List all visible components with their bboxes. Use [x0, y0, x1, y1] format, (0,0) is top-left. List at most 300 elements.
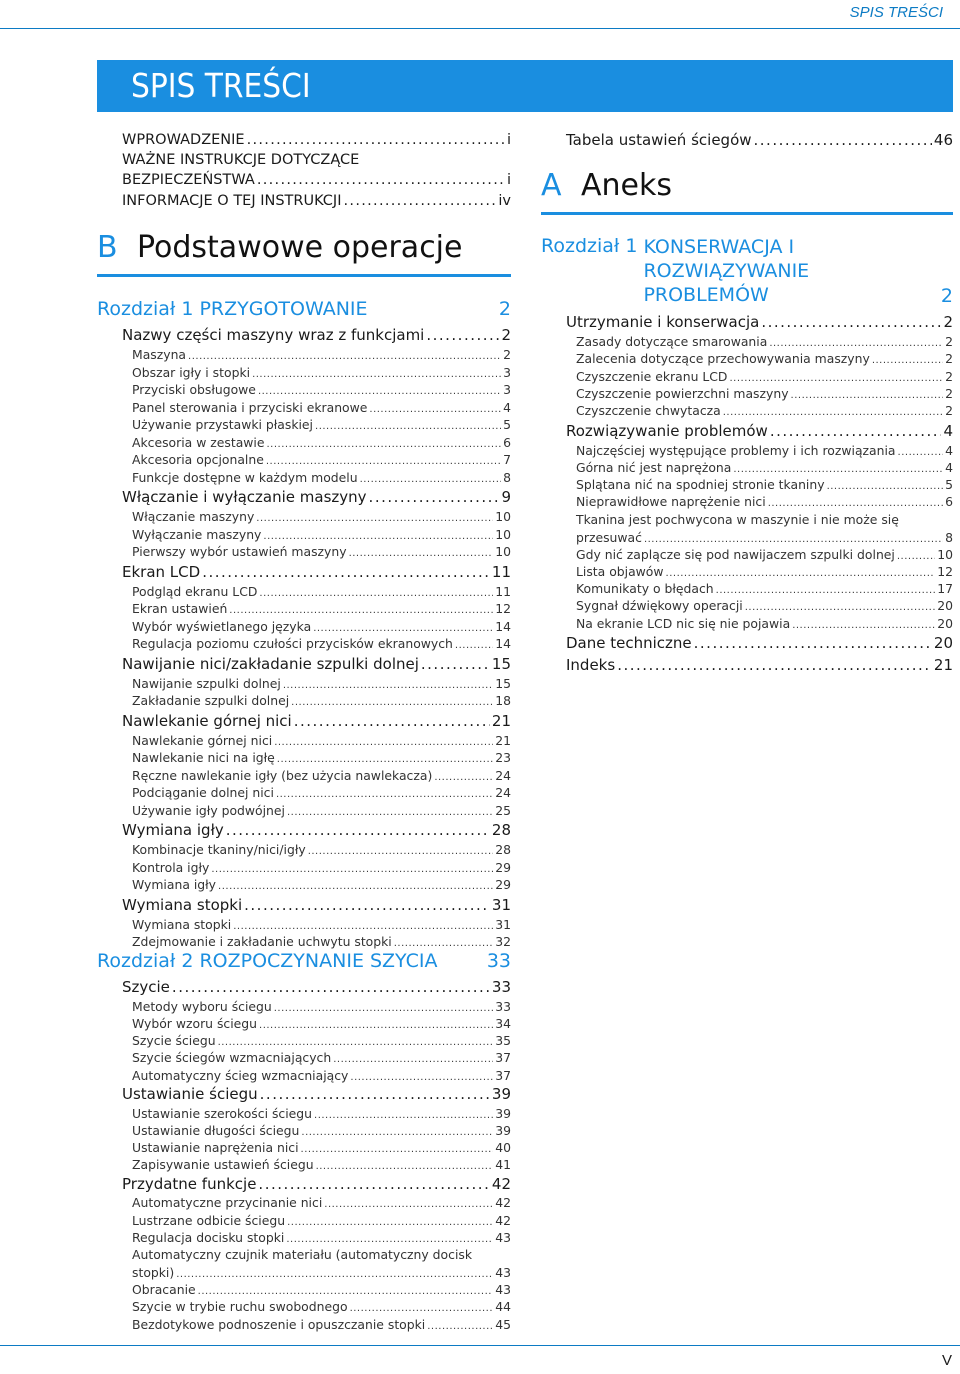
toc-dot-leader	[792, 620, 935, 631]
toc-section[interactable]	[122, 978, 511, 996]
toc-dot-leader	[360, 474, 502, 485]
toc-dot-leader	[350, 1072, 493, 1083]
toc-entry-page: i	[506, 172, 511, 188]
toc-entry-page: 40	[495, 1140, 511, 1156]
toc-subsection[interactable]	[132, 365, 511, 380]
toc-entry-label: Najczęściej występujące problemy i ich rozwiązania	[576, 442, 896, 458]
toc-dot-leader	[277, 754, 493, 765]
toc-entry-label: Zakładanie szpulki dolnej	[132, 693, 290, 708]
toc-entry-label: Podciąganie dolnej nici	[132, 785, 274, 800]
toc-subsection[interactable]	[132, 676, 511, 691]
toc-section[interactable]	[566, 634, 953, 652]
toc-entry-label: Obszar igły i stopki	[132, 364, 251, 380]
toc-entry-label: Zalecenia dotyczące przechowywania maszyny	[576, 351, 870, 367]
toc-dot-leader	[258, 386, 501, 397]
toc-entry-label: przesuwać	[576, 529, 642, 545]
toc-subsection[interactable]	[132, 934, 511, 949]
toc-entry-label: Utrzymanie i konserwacja	[566, 313, 760, 331]
toc-entry-page: 39	[491, 1085, 511, 1103]
toc-dot-leader	[247, 132, 505, 148]
toc-entry-label: Regulacja poziomu czułości przycisków ekranowych	[132, 636, 453, 651]
toc-entry-page: 4	[943, 421, 953, 440]
toc-dot-leader	[258, 1175, 489, 1193]
chapter-prefix: Rozdział 2	[97, 950, 194, 972]
toc-dot-leader	[229, 605, 493, 616]
toc-entry-page: iv	[498, 193, 511, 209]
chapter-title: PRZYGOTOWANIE	[199, 298, 368, 320]
toc-entry-label: Komunikaty o błędach	[576, 581, 714, 597]
toc-entry-page: 5	[945, 477, 953, 493]
toc-entry-page: 33	[495, 998, 511, 1014]
toc-dot-leader	[369, 404, 501, 415]
toc-subsection[interactable]	[132, 619, 511, 634]
toc-entry-label-line: Automatyczny czujnik materiału (automatyczny docisk	[132, 1247, 473, 1263]
toc-dot-leader	[313, 623, 493, 634]
header-rule	[0, 28, 960, 29]
toc-dot-leader	[421, 655, 490, 673]
toc-section[interactable]	[122, 488, 511, 506]
toc-subsection[interactable]	[576, 460, 953, 475]
running-header: SPIS TREŚCI	[849, 4, 943, 21]
toc-entry-page: 42	[495, 1195, 511, 1211]
toc-dot-leader	[263, 531, 493, 542]
toc-subsection[interactable]	[576, 351, 953, 366]
toc-subsection[interactable]	[576, 443, 953, 458]
toc-subsection[interactable]	[132, 1299, 511, 1314]
toc-entry-page: 4	[945, 442, 953, 458]
toc-dot-leader	[286, 1234, 493, 1245]
toc-section[interactable]	[122, 563, 511, 581]
toc-entry-page: 3	[503, 382, 511, 397]
toc-subsection[interactable]	[132, 785, 511, 800]
toc-entry-label: Używanie igły podwójnej	[132, 802, 285, 818]
toc-subsection[interactable]	[132, 584, 511, 599]
toc-subsection[interactable]	[132, 509, 511, 524]
toc-entry-label: Sygnał dźwiękowy operacji	[576, 598, 743, 614]
chapter-heading[interactable]	[541, 235, 953, 307]
toc-entry-page: 2	[945, 368, 953, 384]
toc-entry-label: Maszyna	[132, 347, 187, 362]
toc-dot-leader	[244, 896, 490, 914]
toc-subsection[interactable]	[132, 1230, 511, 1245]
toc-entry-page: 4	[945, 459, 953, 475]
toc-entry-page: 21	[933, 656, 953, 674]
title-banner	[97, 60, 953, 112]
toc-entry-label: Ręczne nawlekanie igły (bez użycia nawlekacza)	[132, 767, 433, 783]
toc-dot-leader	[434, 772, 493, 783]
toc-entry-label: Nawijanie nici/zakładanie szpulki dolnej	[122, 654, 419, 673]
toc-section[interactable]	[566, 131, 953, 149]
toc-entry-label: Funkcje dostępne w każdym modelu	[132, 469, 358, 485]
toc-entry-page: 8	[503, 469, 511, 485]
toc-dot-leader	[349, 548, 494, 559]
toc-entry-page: 46	[933, 131, 953, 149]
toc-entry-page: 42	[495, 1212, 511, 1228]
toc-dot-leader	[294, 712, 490, 730]
toc-entry-label: Podgląd ekranu LCD	[132, 583, 258, 599]
toc-subsection[interactable]	[132, 1016, 511, 1031]
toc-entry-label: Czyszczenie powierzchni maszyny	[576, 385, 789, 401]
part-title: Podstawowe operacje	[137, 230, 463, 265]
footer-rule	[0, 1345, 960, 1346]
toc-entry-label: Szycie	[122, 978, 170, 996]
toc-entry-page: 12	[937, 563, 953, 579]
part-rule	[541, 212, 953, 215]
chapter-title-line: KONSERWACJA I	[643, 236, 795, 258]
part-heading	[97, 230, 462, 265]
toc-entry-label: Dane techniczne	[566, 634, 692, 652]
toc-entry-page: 34	[495, 1015, 511, 1031]
toc-dot-leader	[427, 1321, 493, 1332]
toc-subsection[interactable]	[576, 494, 953, 509]
chapter-page: 2	[940, 285, 953, 307]
toc-section[interactable]	[122, 896, 511, 914]
toc-section[interactable]	[122, 1085, 511, 1103]
toc-entry-label: Wymiana stopki	[122, 895, 243, 914]
toc-entry-page: 33	[491, 978, 511, 996]
toc-entry-label: Splątana nić na spodniej stronie tkaniny	[576, 477, 825, 493]
toc-entry-page: 31	[495, 916, 511, 932]
toc-dot-leader	[267, 439, 502, 450]
toc-dot-leader	[344, 193, 497, 209]
toc-subsection[interactable]	[132, 435, 511, 450]
toc-entry-label: Szycie w trybie ruchu swobodnego	[132, 1299, 348, 1315]
toc-entry-page: 20	[933, 634, 953, 652]
toc-subsection[interactable]	[576, 547, 953, 562]
part-rule	[97, 274, 511, 277]
toc-entry-label: Bezdotykowe podnoszenie i opuszczanie stopki	[132, 1316, 426, 1332]
page-title: SPIS TREŚCI	[131, 66, 311, 105]
toc-dot-leader	[733, 464, 943, 475]
toc-entry-page: 24	[495, 785, 511, 800]
chapter-page: 33	[486, 950, 511, 972]
toc-subsection[interactable]	[576, 477, 953, 492]
toc-entry-label: INFORMACJE O TEJ INSTRUKCJI	[122, 193, 342, 209]
toc-entry-page: 2	[943, 313, 953, 331]
toc-dot-leader	[729, 373, 943, 384]
toc-subsection[interactable]	[132, 400, 511, 415]
toc-entry-label: Wymiana igły	[132, 877, 217, 892]
toc-entry-page: 43	[495, 1229, 511, 1245]
toc-entry-page: 43	[495, 1265, 511, 1281]
toc-dot-leader	[394, 938, 493, 949]
toc-entry-page: 20	[937, 598, 953, 614]
toc-dot-leader	[252, 369, 501, 380]
toc-entry-label: Ustawianie szerokości ściegu	[132, 1105, 313, 1121]
toc-entry-label: Nawijanie szpulki dolnej	[132, 675, 281, 691]
toc-entry-label: Gdy nić zaplącze się pod nawijaczem szpulki dolnej	[576, 546, 895, 562]
toc-dot-leader	[897, 551, 935, 562]
toc-dot-leader	[694, 634, 932, 652]
toc-entry-label: Zapisywanie ustawień ściegu	[132, 1157, 314, 1173]
toc-subsection[interactable]	[132, 999, 511, 1014]
toc-subsection[interactable]	[132, 452, 511, 467]
toc-dot-leader	[644, 534, 943, 545]
toc-subsection[interactable]	[132, 636, 511, 651]
toc-subsection[interactable]	[132, 1123, 511, 1138]
toc-entry-page: 32	[495, 934, 511, 949]
chapter-heading[interactable]	[97, 298, 511, 320]
intro-entry[interactable]	[122, 193, 511, 209]
toc-entry-label: Regulacja docisku stopki	[132, 1229, 285, 1245]
toc-entry-page: 8	[945, 529, 953, 545]
toc-entry-page: 5	[503, 417, 511, 432]
toc-dot-leader	[218, 881, 493, 892]
toc-section[interactable]	[122, 326, 511, 344]
toc-entry-page: 20	[937, 615, 953, 631]
toc-subsection[interactable]	[576, 334, 953, 349]
toc-dot-leader	[768, 498, 943, 509]
toc-subsection[interactable]	[132, 1317, 511, 1332]
toc-entry-page: 17	[937, 581, 953, 597]
toc-dot-leader	[233, 921, 493, 932]
toc-subsection[interactable]	[132, 917, 511, 932]
toc-entry-label: Przydatne funkcje	[122, 1174, 257, 1193]
toc-section[interactable]	[566, 422, 953, 440]
toc-subsection[interactable]	[132, 768, 511, 783]
toc-entry-label: Indeks	[566, 656, 616, 674]
toc-entry-label: Zasady dotyczące smarowania	[576, 334, 768, 349]
intro-entry[interactable]	[122, 132, 511, 148]
toc-subsection[interactable]	[132, 382, 511, 397]
toc-subsection[interactable]	[132, 1282, 511, 1297]
toc-entry-page: 14	[495, 618, 511, 634]
part-letter: B	[97, 230, 118, 265]
toc-entry-label: Ekran LCD	[122, 562, 201, 581]
toc-subsection[interactable]	[132, 860, 511, 875]
toc-dot-leader	[287, 807, 493, 818]
toc-subsection[interactable]	[132, 601, 511, 616]
toc-subsection[interactable]	[132, 1050, 511, 1065]
toc-entry-page: 43	[495, 1281, 511, 1297]
toc-entry-page: 29	[495, 877, 511, 892]
toc-dot-leader	[188, 351, 501, 362]
toc-entry-page: 2	[945, 385, 953, 401]
toc-entry-page: 2	[945, 403, 953, 419]
toc-entry-label-line: WAŻNE INSTRUKCJE DOTYCZĄCE	[122, 152, 360, 168]
toc-entry-page: 21	[491, 711, 511, 730]
toc-dot-leader	[274, 737, 493, 748]
toc-subsection[interactable]	[576, 564, 953, 579]
toc-entry-page: 28	[495, 842, 511, 857]
toc-entry-label: Tabela ustawień ściegów	[566, 131, 752, 149]
toc-dot-leader	[260, 1085, 490, 1103]
toc-dot-leader	[308, 846, 494, 857]
toc-section[interactable]	[566, 313, 953, 331]
toc-dot-leader	[761, 313, 941, 331]
toc-entry-label: Pierwszy wybór ustawień maszyny	[132, 544, 347, 559]
toc-entry-label: Szycie ściegów wzmacniających	[132, 1050, 332, 1066]
toc-section[interactable]	[566, 656, 953, 674]
toc-entry-label: Wymiana igły	[122, 821, 224, 839]
toc-entry-page: 24	[495, 767, 511, 783]
chapter-heading[interactable]	[97, 950, 511, 972]
toc-dot-leader	[202, 563, 490, 581]
toc-entry-label: Lustrzane odbicie ściegu	[132, 1212, 286, 1228]
toc-dot-leader	[350, 1303, 494, 1314]
toc-dot-leader	[211, 864, 493, 875]
toc-entry-label: Nawlekanie górnej nici	[122, 711, 292, 730]
toc-entry-page: 18	[495, 693, 511, 708]
toc-entry-label: Metody wyboru ściegu	[132, 998, 272, 1014]
chapter-title: ROZPOCZYNANIE SZYCIA	[199, 950, 438, 972]
toc-subsection[interactable]	[132, 544, 511, 559]
toc-subsection[interactable]	[576, 530, 953, 545]
toc-dot-leader	[769, 338, 943, 349]
toc-subsection[interactable]	[132, 877, 511, 892]
toc-dot-leader	[172, 978, 490, 996]
chapter-title-line: ROZWIĄZYWANIE	[643, 260, 810, 282]
toc-entry-label: Wymiana stopki	[132, 916, 232, 932]
toc-entry-label: Lista objawów	[576, 563, 664, 579]
toc-entry-page: 14	[495, 636, 511, 651]
toc-dot-leader	[333, 1054, 493, 1065]
intro-entry[interactable]	[122, 172, 511, 188]
toc-dot-leader	[256, 513, 493, 524]
toc-dot-leader	[259, 588, 493, 599]
toc-section[interactable]	[122, 1175, 511, 1193]
toc-entry-page: 12	[495, 601, 511, 616]
toc-entry-label: Rozwiązywanie problemów	[566, 421, 768, 440]
toc-entry-label: Ustawianie długości ściegu	[132, 1122, 300, 1138]
toc-dot-leader	[301, 1144, 494, 1155]
part-heading	[541, 168, 672, 203]
toc-dot-leader	[723, 407, 943, 418]
toc-entry-label: Wybór wzoru ściegu	[132, 1015, 258, 1031]
chapter-page: 2	[498, 298, 511, 320]
toc-subsection[interactable]	[132, 1140, 511, 1155]
toc-entry-page: 10	[495, 544, 511, 559]
toc-dot-leader	[770, 422, 942, 440]
toc-entry-label: Nawlekanie nici na igłę	[132, 750, 275, 765]
toc-subsection[interactable]	[132, 1265, 511, 1280]
toc-entry-page: i	[506, 132, 511, 148]
toc-entry-label: Przyciski obsługowe	[132, 382, 256, 397]
toc-entry-label-line: Tkanina jest pochwycona w maszynie i nie może się	[576, 511, 899, 527]
toc-dot-leader	[301, 1127, 493, 1138]
page-number: V	[941, 1352, 952, 1369]
toc-section[interactable]	[122, 712, 511, 730]
toc-entry-page: 10	[495, 509, 511, 524]
toc-dot-leader	[291, 697, 493, 708]
toc-subsection[interactable]	[132, 470, 511, 485]
toc-entry-page: 42	[491, 1174, 511, 1193]
toc-entry-page: 2	[501, 326, 511, 344]
toc-subsection[interactable]	[132, 1106, 511, 1121]
toc-dot-leader	[791, 390, 944, 401]
toc-dot-leader	[872, 355, 943, 366]
part-title: Aneks	[581, 168, 672, 203]
toc-entry-label: Wybór wyświetlanego języka	[132, 618, 312, 634]
toc-entry-label: Automatyczny ścieg wzmacniający	[132, 1067, 349, 1083]
toc-dot-leader	[827, 481, 944, 492]
toc-entry-page: 37	[495, 1067, 511, 1083]
toc-entry-label: WPROWADZENIE	[122, 132, 245, 148]
toc-subsection[interactable]	[132, 842, 511, 857]
toc-entry-page: 6	[945, 494, 953, 510]
toc-subsection[interactable]	[132, 527, 511, 542]
toc-dot-leader	[257, 172, 505, 188]
toc-entry-label: Górna nić jest naprężona	[576, 459, 732, 475]
chapter-title-line: PROBLEMÓW	[643, 284, 769, 306]
toc-entry-page: 7	[503, 452, 511, 467]
toc-subsection[interactable]	[132, 733, 511, 748]
toc-subsection[interactable]	[132, 1033, 511, 1048]
toc-subsection[interactable]	[132, 417, 511, 432]
toc-entry-label: Ustawianie ściegu	[122, 1085, 258, 1103]
toc-entry-label: Automatyczne przycinanie nici	[132, 1195, 323, 1211]
toc-dot-leader	[198, 1286, 494, 1297]
toc-entry-page: 6	[503, 434, 511, 450]
toc-entry-page: 11	[495, 583, 511, 599]
toc-entry-label: Ustawianie naprężenia nici	[132, 1140, 299, 1156]
toc-subsection[interactable]	[132, 1157, 511, 1172]
toc-subsection[interactable]	[132, 750, 511, 765]
toc-entry-label: Panel sterowania i przyciski ekranowe	[132, 399, 368, 415]
toc-entry-page: 45	[495, 1316, 511, 1332]
toc-subsection[interactable]	[132, 693, 511, 708]
toc-subsection[interactable]	[576, 616, 953, 631]
toc-subsection[interactable]	[576, 386, 953, 401]
toc-subsection[interactable]	[576, 403, 953, 418]
toc-entry-page: 31	[491, 895, 511, 914]
toc-dot-leader	[176, 1269, 493, 1280]
toc-dot-leader	[315, 421, 501, 432]
chapter-prefix: Rozdział 1	[541, 235, 638, 257]
toc-entry-page: 2	[503, 347, 511, 362]
toc-dot-leader	[226, 821, 490, 839]
toc-dot-leader	[316, 1161, 494, 1172]
toc-entry-page: 25	[495, 802, 511, 818]
toc-dot-leader	[324, 1199, 493, 1210]
toc-entry-label: stopki)	[132, 1265, 175, 1281]
toc-section[interactable]	[122, 655, 511, 673]
toc-entry-page: 29	[495, 859, 511, 875]
toc-subsection[interactable]	[576, 598, 953, 613]
toc-entry-page: 28	[491, 821, 511, 839]
toc-subsection[interactable]	[576, 581, 953, 596]
toc-entry-page: 11	[491, 562, 511, 581]
toc-entry-label: Akcesoria w zestawie	[132, 434, 265, 450]
toc-entry-page: 39	[495, 1122, 511, 1138]
toc-entry-page: 35	[495, 1033, 511, 1049]
toc-entry-page: 15	[491, 654, 511, 673]
toc-subsection[interactable]	[132, 1195, 511, 1210]
toc-subsection[interactable]	[132, 347, 511, 362]
toc-entry-page: 10	[495, 526, 511, 542]
toc-entry-page: 2	[945, 334, 953, 349]
part-letter: A	[541, 168, 562, 203]
toc-dot-leader	[266, 456, 501, 467]
toc-entry-page: 21	[495, 732, 511, 748]
toc-entry-label: Nawlekanie górnej nici	[132, 732, 273, 748]
toc-subsection[interactable]	[132, 1213, 511, 1228]
toc-section[interactable]	[122, 821, 511, 839]
toc-entry-label: Używanie przystawki płaskiej	[132, 417, 314, 432]
toc-subsection[interactable]	[132, 1068, 511, 1083]
toc-entry-page: 2	[945, 351, 953, 367]
toc-entry-label: Włączanie i wyłączanie maszyny	[122, 488, 367, 506]
toc-entry-page: 15	[495, 675, 511, 691]
toc-subsection[interactable]	[132, 803, 511, 818]
toc-entry-label: Ekran ustawień	[132, 601, 228, 616]
toc-entry-page: 4	[503, 399, 511, 415]
toc-entry-page: 23	[495, 750, 511, 765]
toc-dot-leader	[274, 1003, 493, 1014]
toc-dot-leader	[455, 640, 493, 651]
toc-dot-leader	[259, 1020, 493, 1031]
toc-subsection[interactable]	[576, 369, 953, 384]
